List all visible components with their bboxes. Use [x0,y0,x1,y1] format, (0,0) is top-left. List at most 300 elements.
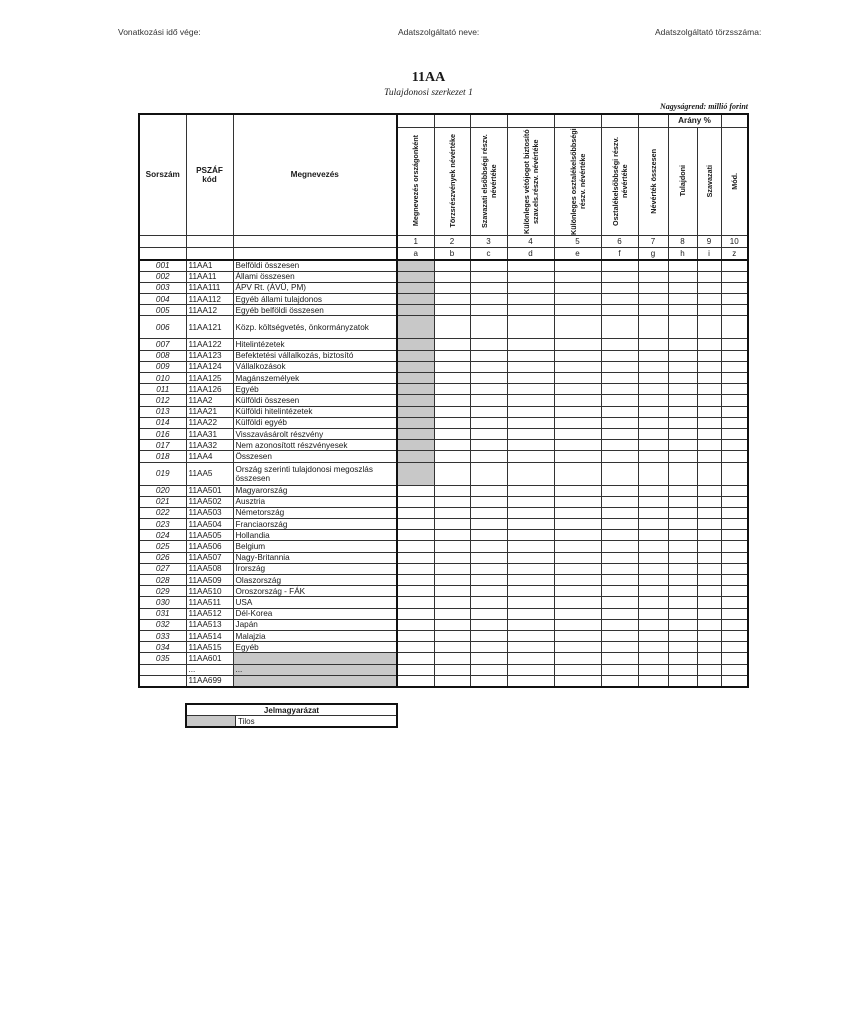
data-cell[interactable] [397,451,434,462]
data-cell[interactable] [470,664,507,675]
data-cell[interactable] [721,361,748,372]
data-cell[interactable] [507,619,554,630]
data-cell[interactable] [434,417,470,428]
data-cell[interactable] [507,519,554,530]
data-cell[interactable] [668,653,697,664]
data-cell[interactable] [434,260,470,272]
data-cell[interactable] [697,507,721,518]
data-cell[interactable] [554,675,601,687]
data-cell[interactable] [638,361,668,372]
data-cell[interactable] [507,294,554,305]
data-cell[interactable] [601,563,638,574]
data-cell[interactable] [434,316,470,339]
data-cell[interactable] [721,608,748,619]
data-cell[interactable] [434,653,470,664]
data-cell[interactable] [434,440,470,451]
data-cell[interactable] [721,462,748,485]
data-cell[interactable] [638,653,668,664]
data-cell[interactable] [668,350,697,361]
data-cell[interactable] [434,597,470,608]
data-cell[interactable] [470,417,507,428]
data-cell[interactable] [470,451,507,462]
data-cell[interactable] [601,575,638,586]
data-cell[interactable] [697,496,721,507]
data-cell[interactable] [554,339,601,350]
data-cell[interactable] [554,519,601,530]
data-cell[interactable] [721,428,748,439]
data-cell[interactable] [697,260,721,272]
data-cell[interactable] [697,462,721,485]
data-cell[interactable] [554,305,601,316]
data-cell[interactable] [668,642,697,653]
data-cell[interactable] [470,496,507,507]
data-cell[interactable] [601,519,638,530]
data-cell[interactable] [554,350,601,361]
data-cell[interactable] [470,519,507,530]
data-cell[interactable] [507,316,554,339]
data-cell[interactable] [397,630,434,641]
data-cell[interactable] [668,406,697,417]
data-cell[interactable] [507,630,554,641]
data-cell[interactable] [397,575,434,586]
data-cell[interactable] [601,305,638,316]
data-cell[interactable] [507,575,554,586]
data-cell[interactable] [554,653,601,664]
data-cell[interactable] [601,619,638,630]
data-cell[interactable] [638,507,668,518]
data-cell[interactable] [721,417,748,428]
data-cell[interactable] [470,395,507,406]
data-cell[interactable] [470,271,507,282]
data-cell[interactable] [470,541,507,552]
data-cell[interactable] [397,552,434,563]
data-cell[interactable] [601,271,638,282]
data-cell[interactable] [507,485,554,496]
data-cell[interactable] [554,440,601,451]
data-cell[interactable] [507,653,554,664]
data-cell[interactable] [668,586,697,597]
data-cell[interactable] [470,350,507,361]
data-cell[interactable] [601,630,638,641]
data-cell[interactable] [638,597,668,608]
data-cell[interactable] [668,440,697,451]
data-cell[interactable] [668,485,697,496]
data-cell[interactable] [668,384,697,395]
data-cell[interactable] [507,339,554,350]
data-cell[interactable] [638,462,668,485]
data-cell[interactable] [668,462,697,485]
data-cell[interactable] [507,361,554,372]
data-cell[interactable] [554,373,601,384]
data-cell[interactable] [721,260,748,272]
data-cell[interactable] [434,552,470,563]
data-cell[interactable] [397,384,434,395]
data-cell[interactable] [638,384,668,395]
data-cell[interactable] [697,316,721,339]
data-cell[interactable] [434,282,470,293]
data-cell[interactable] [397,519,434,530]
data-cell[interactable] [601,282,638,293]
data-cell[interactable] [434,294,470,305]
data-cell[interactable] [397,653,434,664]
data-cell[interactable] [668,294,697,305]
data-cell[interactable] [601,597,638,608]
data-cell[interactable] [554,271,601,282]
data-cell[interactable] [554,395,601,406]
data-cell[interactable] [397,597,434,608]
data-cell[interactable] [554,428,601,439]
data-cell[interactable] [601,608,638,619]
data-cell[interactable] [721,350,748,361]
data-cell[interactable] [397,541,434,552]
data-cell[interactable] [697,395,721,406]
data-cell[interactable] [554,630,601,641]
data-cell[interactable] [434,575,470,586]
data-cell[interactable] [554,384,601,395]
data-cell[interactable] [668,664,697,675]
data-cell[interactable] [470,675,507,687]
data-cell[interactable] [554,541,601,552]
data-cell[interactable] [601,428,638,439]
data-cell[interactable] [638,519,668,530]
data-cell[interactable] [397,440,434,451]
data-cell[interactable] [554,597,601,608]
data-cell[interactable] [721,619,748,630]
data-cell[interactable] [668,563,697,574]
data-cell[interactable] [668,530,697,541]
data-cell[interactable] [638,294,668,305]
data-cell[interactable] [697,361,721,372]
data-cell[interactable] [668,608,697,619]
data-cell[interactable] [434,361,470,372]
data-cell[interactable] [507,552,554,563]
data-cell[interactable] [507,664,554,675]
data-cell[interactable] [697,563,721,574]
data-cell[interactable] [697,350,721,361]
data-cell[interactable] [638,395,668,406]
data-cell[interactable] [397,361,434,372]
data-cell[interactable] [470,462,507,485]
data-cell[interactable] [434,485,470,496]
data-cell[interactable] [397,563,434,574]
data-cell[interactable] [721,597,748,608]
data-cell[interactable] [434,530,470,541]
data-cell[interactable] [554,608,601,619]
data-cell[interactable] [507,406,554,417]
data-cell[interactable] [554,507,601,518]
data-cell[interactable] [554,586,601,597]
data-cell[interactable] [470,485,507,496]
data-cell[interactable] [668,361,697,372]
data-cell[interactable] [721,630,748,641]
data-cell[interactable] [697,642,721,653]
data-cell[interactable] [721,395,748,406]
data-cell[interactable] [601,664,638,675]
data-cell[interactable] [507,271,554,282]
data-cell[interactable] [601,440,638,451]
data-cell[interactable] [601,541,638,552]
data-cell[interactable] [507,373,554,384]
data-cell[interactable] [470,384,507,395]
data-cell[interactable] [554,496,601,507]
data-cell[interactable] [397,608,434,619]
data-cell[interactable] [434,406,470,417]
data-cell[interactable] [507,563,554,574]
data-cell[interactable] [397,507,434,518]
data-cell[interactable] [721,406,748,417]
data-cell[interactable] [721,282,748,293]
data-cell[interactable] [721,507,748,518]
data-cell[interactable] [397,406,434,417]
data-cell[interactable] [554,462,601,485]
data-cell[interactable] [470,440,507,451]
data-cell[interactable] [434,451,470,462]
data-cell[interactable] [434,305,470,316]
data-cell[interactable] [554,485,601,496]
data-cell[interactable] [668,507,697,518]
data-cell[interactable] [397,496,434,507]
data-cell[interactable] [507,642,554,653]
data-cell[interactable] [638,451,668,462]
data-cell[interactable] [601,496,638,507]
data-cell[interactable] [470,586,507,597]
data-cell[interactable] [470,282,507,293]
data-cell[interactable] [554,361,601,372]
data-cell[interactable] [397,586,434,597]
data-cell[interactable] [668,496,697,507]
data-cell[interactable] [470,575,507,586]
data-cell[interactable] [638,282,668,293]
data-cell[interactable] [434,630,470,641]
data-cell[interactable] [507,586,554,597]
data-cell[interactable] [507,350,554,361]
data-cell[interactable] [668,271,697,282]
data-cell[interactable] [507,597,554,608]
data-cell[interactable] [697,675,721,687]
data-cell[interactable] [507,530,554,541]
data-cell[interactable] [638,630,668,641]
data-cell[interactable] [554,260,601,272]
data-cell[interactable] [554,530,601,541]
data-cell[interactable] [397,271,434,282]
data-cell[interactable] [507,507,554,518]
data-cell[interactable] [397,664,434,675]
data-cell[interactable] [397,395,434,406]
data-cell[interactable] [507,440,554,451]
data-cell[interactable] [721,653,748,664]
data-cell[interactable] [601,384,638,395]
data-cell[interactable] [638,485,668,496]
data-cell[interactable] [434,373,470,384]
data-cell[interactable] [721,664,748,675]
data-cell[interactable] [638,406,668,417]
data-cell[interactable] [697,384,721,395]
data-cell[interactable] [638,496,668,507]
data-cell[interactable] [601,395,638,406]
data-cell[interactable] [638,552,668,563]
data-cell[interactable] [721,496,748,507]
data-cell[interactable] [638,586,668,597]
data-cell[interactable] [470,428,507,439]
data-cell[interactable] [554,417,601,428]
data-cell[interactable] [554,642,601,653]
data-cell[interactable] [668,630,697,641]
data-cell[interactable] [554,316,601,339]
data-cell[interactable] [470,530,507,541]
data-cell[interactable] [601,316,638,339]
data-cell[interactable] [397,260,434,272]
data-cell[interactable] [434,664,470,675]
data-cell[interactable] [697,485,721,496]
data-cell[interactable] [507,428,554,439]
data-cell[interactable] [554,294,601,305]
data-cell[interactable] [668,417,697,428]
data-cell[interactable] [721,271,748,282]
data-cell[interactable] [434,271,470,282]
data-cell[interactable] [470,563,507,574]
data-cell[interactable] [721,384,748,395]
data-cell[interactable] [601,552,638,563]
data-cell[interactable] [397,305,434,316]
data-cell[interactable] [668,519,697,530]
data-cell[interactable] [434,563,470,574]
data-cell[interactable] [668,619,697,630]
data-cell[interactable] [638,619,668,630]
data-cell[interactable] [638,417,668,428]
data-cell[interactable] [554,563,601,574]
data-cell[interactable] [397,428,434,439]
data-cell[interactable] [697,541,721,552]
data-cell[interactable] [601,485,638,496]
data-cell[interactable] [601,361,638,372]
data-cell[interactable] [601,294,638,305]
data-cell[interactable] [470,294,507,305]
data-cell[interactable] [397,417,434,428]
data-cell[interactable] [470,260,507,272]
data-cell[interactable] [601,406,638,417]
data-cell[interactable] [507,305,554,316]
data-cell[interactable] [434,496,470,507]
data-cell[interactable] [697,653,721,664]
data-cell[interactable] [638,541,668,552]
data-cell[interactable] [697,586,721,597]
data-cell[interactable] [668,395,697,406]
data-cell[interactable] [470,630,507,641]
data-cell[interactable] [507,451,554,462]
data-cell[interactable] [470,305,507,316]
data-cell[interactable] [721,519,748,530]
data-cell[interactable] [601,339,638,350]
data-cell[interactable] [668,552,697,563]
data-cell[interactable] [397,294,434,305]
data-cell[interactable] [721,440,748,451]
data-cell[interactable] [434,619,470,630]
data-cell[interactable] [721,485,748,496]
data-cell[interactable] [507,384,554,395]
data-cell[interactable] [470,619,507,630]
data-cell[interactable] [721,530,748,541]
data-cell[interactable] [697,664,721,675]
data-cell[interactable] [721,373,748,384]
data-cell[interactable] [721,305,748,316]
data-cell[interactable] [601,260,638,272]
data-cell[interactable] [721,563,748,574]
data-cell[interactable] [434,642,470,653]
data-cell[interactable] [697,451,721,462]
data-cell[interactable] [507,462,554,485]
data-cell[interactable] [507,675,554,687]
data-cell[interactable] [434,462,470,485]
data-cell[interactable] [470,339,507,350]
data-cell[interactable] [697,417,721,428]
data-cell[interactable] [507,260,554,272]
data-cell[interactable] [638,563,668,574]
data-cell[interactable] [397,462,434,485]
data-cell[interactable] [668,339,697,350]
data-cell[interactable] [668,305,697,316]
data-cell[interactable] [721,675,748,687]
data-cell[interactable] [697,440,721,451]
data-cell[interactable] [507,608,554,619]
data-cell[interactable] [601,675,638,687]
data-cell[interactable] [434,339,470,350]
data-cell[interactable] [601,530,638,541]
data-cell[interactable] [554,451,601,462]
data-cell[interactable] [470,653,507,664]
data-cell[interactable] [638,608,668,619]
data-cell[interactable] [507,541,554,552]
data-cell[interactable] [697,305,721,316]
data-cell[interactable] [601,350,638,361]
data-cell[interactable] [638,440,668,451]
data-cell[interactable] [721,294,748,305]
data-cell[interactable] [470,406,507,417]
data-cell[interactable] [697,519,721,530]
data-cell[interactable] [668,282,697,293]
data-cell[interactable] [397,350,434,361]
data-cell[interactable] [397,339,434,350]
data-cell[interactable] [668,428,697,439]
data-cell[interactable] [554,664,601,675]
data-cell[interactable] [601,462,638,485]
data-cell[interactable] [721,316,748,339]
data-cell[interactable] [668,260,697,272]
data-cell[interactable] [638,271,668,282]
data-cell[interactable] [638,664,668,675]
data-cell[interactable] [397,675,434,687]
data-cell[interactable] [554,552,601,563]
data-cell[interactable] [697,530,721,541]
data-cell[interactable] [434,507,470,518]
data-cell[interactable] [697,552,721,563]
data-cell[interactable] [507,496,554,507]
data-cell[interactable] [638,350,668,361]
data-cell[interactable] [638,305,668,316]
data-cell[interactable] [668,675,697,687]
data-cell[interactable] [638,373,668,384]
data-cell[interactable] [668,597,697,608]
data-cell[interactable] [697,608,721,619]
data-cell[interactable] [470,597,507,608]
data-cell[interactable] [697,575,721,586]
data-cell[interactable] [507,282,554,293]
data-cell[interactable] [434,350,470,361]
data-cell[interactable] [721,586,748,597]
data-cell[interactable] [434,519,470,530]
data-cell[interactable] [434,384,470,395]
data-cell[interactable] [434,428,470,439]
data-cell[interactable] [470,552,507,563]
